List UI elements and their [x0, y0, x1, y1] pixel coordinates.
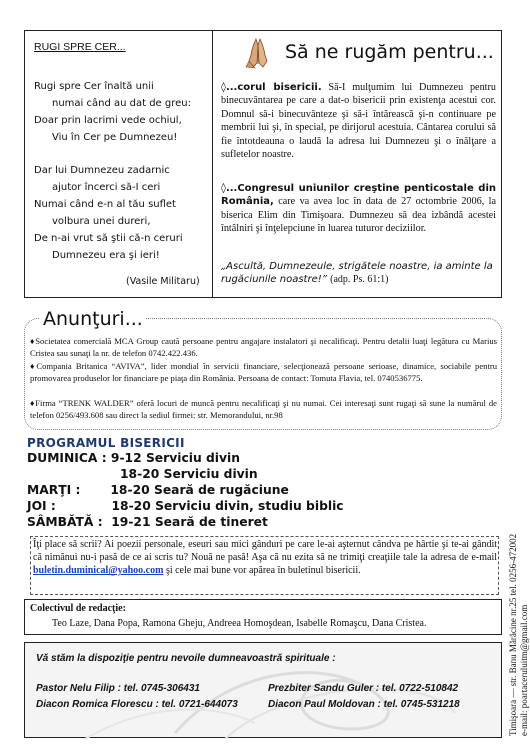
poem-line: Rugi spre Cer înaltă unii	[34, 81, 154, 92]
poem-line: Dar lui Dumnezeu zadarnic	[34, 165, 170, 176]
announcement-item: ♦Compania Britanica “AVIVA”, lider mondial în servicii financiare, selecţionează persoane serioase, dinamice, sociabile pentru promovarea produselor lor financiare pe piaţa din România. Persoana de contact: Tomuta Flavia, tel. 0740536775.	[30, 361, 497, 383]
poem-line: Doar prin lacrimi vede ochiul,	[34, 115, 182, 126]
prayer-item	[221, 182, 496, 236]
announcement-item: ♦Firma “TRENK WALDER” oferă locuri de muncă pentru necalificaţi şi nu numai. Cei interesaţi sunt rugaţi să sune la numărul de telefon 0256/493.608 sau direct la sediul firmei: str. Memorandului, nr.98	[30, 398, 497, 420]
announcement-item: ♦Societatea comercială MCA Group caută persoane pentru angajare instalatori şi necalificaţi. Pentru detalii luaţi legătura cu Marius Cristea sau sunaţi la nr. de telefon 0742.422.436.	[30, 336, 497, 358]
editorial-title: Colectivul de redacţie:	[30, 603, 126, 614]
poem-title: RUGI SPRE CER...	[34, 41, 126, 53]
poem-line: numai când au dat de greu:	[52, 98, 191, 109]
prayer-item-heading: ◊...Congresul uniunilor creştine penticostale din România,	[221, 183, 496, 208]
quote-reference: (adp. Ps. 61:1)	[330, 274, 389, 285]
poem-author: (Vasile Militaru)	[126, 276, 200, 287]
poem-line: De n-ai vrut să ştii că-n ceruri	[34, 233, 183, 244]
program-title: PROGRAMUL BISERICII	[27, 436, 185, 450]
bible-quote	[221, 260, 496, 286]
poem-line: Dumnezeu era şi ieri!	[52, 250, 160, 261]
quote-text: „Ascultă, Dumnezeule, strigătele noastre, ia aminte la rugăciunile noastre!”	[221, 261, 493, 285]
editorial-names: Teo Laze, Dana Popa, Ramona Gheju, Andreea Homoşdean, Isabelle Romaşcu, Dana Cristea.	[52, 618, 427, 629]
section-title: Să ne rugăm pentru...	[285, 41, 494, 63]
poem-line: Numai când e-n al tău suflet	[34, 199, 176, 210]
praying-hands-icon	[243, 37, 273, 69]
contact-person: Pastor Nelu Filip : tel. 0745-306431	[36, 683, 200, 694]
program-row: MARŢI : 18-20 Seară de rugăciune	[27, 483, 289, 497]
prayer-item	[221, 81, 496, 161]
address-line: Timişoara — str. Banu Mărăcine nr.25 tel. 0256-472002	[508, 533, 518, 736]
poem-line: volbura unei dureri,	[52, 216, 151, 227]
church-address	[508, 506, 530, 736]
write-invite-text	[33, 538, 497, 578]
write-text-after: şi cele mai bune vor apărea în buletinul bisericii.	[163, 565, 361, 577]
column-divider	[212, 30, 213, 298]
prayer-item-text: care va avea loc în data de 27 octombrie 2006, la biserica Elim din Timişoara. Dumnezeu să dea izbândă acestei întâlniri şi înţelepciune în luarea tuturor deciziilor.	[221, 196, 496, 235]
poem-line: ajutor încerci să-I ceri	[52, 182, 161, 193]
prayer-item-heading: ◊...corul bisericii.	[221, 82, 322, 93]
contact-person: Diacon Paul Moldovan : tel. 0745-531218	[268, 699, 460, 710]
program-row: JOI : 18-20 Serviciu divin, studiu biblic	[27, 499, 344, 513]
address-email: e-mail: poartaceruluitm@gmail.com	[519, 604, 529, 736]
contact-person: Diacon Romica Florescu : tel. 0721-644073	[36, 699, 238, 710]
email-link[interactable]: buletin.duminical@yahoo.com	[33, 565, 164, 577]
prayer-item-text: Să-I mulţumim lui Dumnezeu pentru binecuvântarea pe care a dat-o bisericii prin existenţa acestui cor. Domnul să-i binecuvânteze şi să-i întărească şi-n continuare pe membrii lui şi, în special, pe dirijorul acestuia. Cântarea corului să fie întotdeauna o laudă la adresa lui Dumnezeu şi o înălţare a sufletelor noastre.	[221, 82, 496, 161]
contact-person: Prezbiter Sandu Guler : tel. 0722-510842	[268, 683, 459, 694]
program-row: DUMINICA : 9-12 Serviciu divin	[27, 451, 240, 465]
program-row: SÂMBĂTĂ : 19-21 Seară de tineret	[27, 515, 268, 529]
announcements-title: Anunţuri...	[40, 308, 146, 330]
program-row: 18-20 Serviciu divin	[120, 467, 258, 481]
contacts-intro: Vă stăm la dispoziţie pentru nevoile dumneavoastră spirituale :	[36, 653, 336, 664]
write-text-before: Îţi place să scrii? Ai poezii personale, eseuri sau mici gânduri pe care le-ai aşternut cândva pe hârtie şi te-ai gândit că nimănui nu-i pasă de ce ai scris tu? Nouă ne pasă! Aşa că nu ezita să ne trimiţi creaţiile tale la adresa de e-mail	[33, 539, 497, 564]
poem-line: Viu în Cer pe Dumnezeu!	[52, 132, 178, 143]
